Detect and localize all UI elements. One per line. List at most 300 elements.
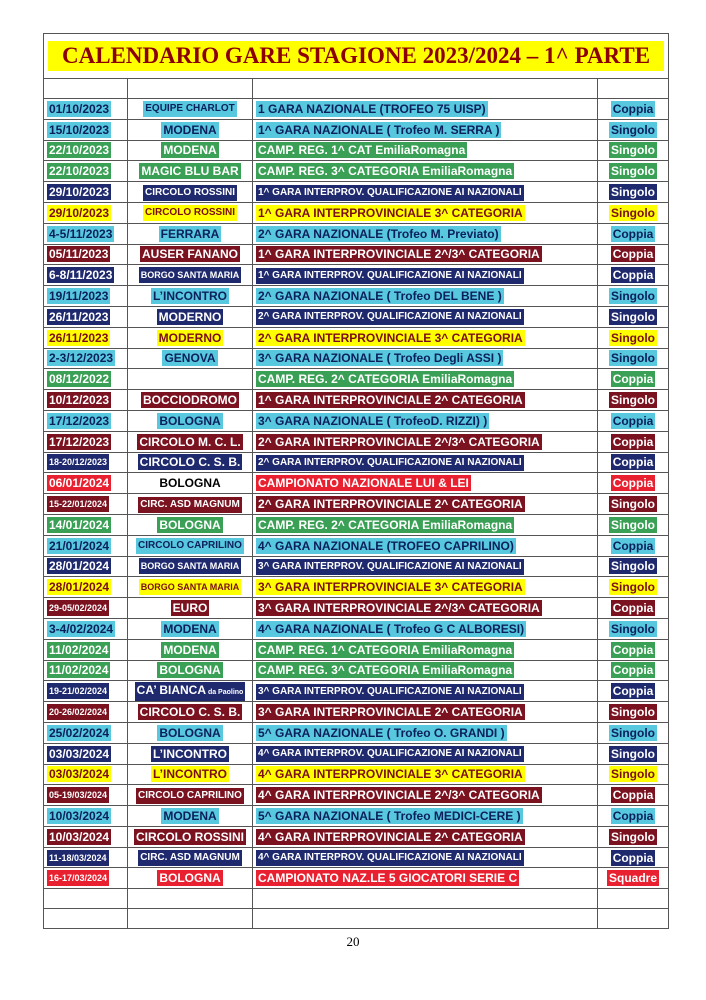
event-cell — [253, 639, 598, 660]
venue-cell — [128, 119, 253, 140]
table-row — [44, 618, 669, 639]
event-cell — [253, 99, 598, 120]
date-label: 29/10/2023 — [49, 205, 110, 220]
event-cell — [253, 431, 598, 452]
table-row — [44, 286, 669, 307]
event-label: 3^ GARA NAZIONALE ( Trofeo Degli ASSI ) — [258, 351, 502, 366]
date-label: 15/10/2023 — [49, 122, 110, 137]
venue-cell — [128, 702, 253, 723]
venue-cell — [128, 306, 253, 327]
venue-cell — [128, 598, 253, 619]
type-label: Singolo — [611, 164, 656, 179]
date-cell — [44, 452, 128, 473]
type-label: Coppia — [612, 538, 654, 553]
venue-cell — [128, 660, 253, 681]
event-cell — [253, 244, 598, 265]
table-row — [44, 806, 669, 827]
type-label: Coppia — [612, 642, 654, 657]
calendar-table — [43, 33, 669, 929]
event-cell — [253, 764, 598, 785]
event-label: 2^ GARA NAZIONALE (Trofeo M. Previato) — [258, 226, 499, 241]
type-label: Singolo — [611, 725, 656, 740]
venue-cell — [128, 618, 253, 639]
type-cell — [598, 681, 669, 702]
type-label: Singolo — [611, 330, 656, 345]
date-cell — [44, 660, 128, 681]
date-cell — [44, 577, 128, 598]
event-label: 2^ GARA INTERPROVINCIALE 2^ CATEGORIA — [258, 497, 523, 512]
venue-cell — [128, 639, 253, 660]
type-cell — [598, 452, 669, 473]
date-cell — [44, 764, 128, 785]
venue-label: CIRC. ASD MAGNUM — [138, 497, 242, 513]
type-label: Coppia — [612, 413, 654, 428]
venue-cell — [128, 785, 253, 806]
venue-cell — [128, 99, 253, 120]
table-row — [44, 161, 669, 182]
date-label: 05/11/2023 — [49, 247, 109, 262]
event-cell — [253, 722, 598, 743]
date-label: 10/03/2024 — [49, 829, 110, 844]
date-label: 29/10/2023 — [49, 185, 110, 200]
event-label: 2^ GARA INTERPROV. QUALIFICAZIONE AI NAZIONALI — [256, 455, 524, 471]
date-label: 14/01/2024 — [49, 517, 110, 532]
type-cell — [598, 390, 669, 411]
venue-cell — [128, 327, 253, 348]
event-cell — [253, 868, 598, 889]
date-label: 26/11/2023 — [49, 330, 109, 345]
event-cell — [253, 494, 598, 515]
type-label: Singolo — [611, 393, 656, 408]
event-label: 3^ GARA INTERPROV. QUALIFICAZIONE AI NAZIONALI — [256, 559, 524, 575]
venue-label: GENOVA — [164, 351, 216, 366]
date-label: 08/12/2022 — [49, 372, 110, 387]
event-label: CAMP. REG. 3^ CATEGORIA EmiliaRomagna — [258, 164, 513, 179]
date-cell — [44, 306, 128, 327]
empty-row — [44, 889, 669, 909]
type-cell — [598, 535, 669, 556]
date-cell — [44, 722, 128, 743]
event-label: 2^ GARA INTERPROVINCIALE 2^/3^ CATEGORIA — [258, 434, 540, 449]
venue-label: BOLOGNA — [159, 476, 221, 491]
venue-label: BORGO SANTA MARIA — [139, 579, 242, 595]
venue-cell — [128, 390, 253, 411]
table-row — [44, 369, 669, 390]
venue-label: BOCCIODROMO — [143, 393, 237, 408]
date-label: 17/12/2023 — [49, 413, 110, 428]
venue-label: MODERNO — [158, 330, 222, 345]
empty-row — [44, 909, 669, 929]
date-cell — [44, 514, 128, 535]
type-label: Squadre — [609, 871, 658, 886]
type-cell — [598, 286, 669, 307]
event-label: 1^ GARA INTERPROV. QUALIFICAZIONE AI NAZIONALI — [256, 268, 524, 284]
event-label: CAMP. REG. 3^ CATEGORIA EmiliaRomagna — [258, 663, 513, 678]
event-cell — [253, 223, 598, 244]
empty-cell — [598, 889, 669, 909]
venue-cell — [128, 452, 253, 473]
type-label: Singolo — [611, 767, 656, 782]
venue-label: L’INCONTRO — [153, 746, 227, 761]
event-label: 4^ GARA INTERPROVINCIALE 2^ CATEGORIA — [258, 829, 523, 844]
type-cell — [598, 639, 669, 660]
event-label: 1 GARA NAZIONALE (TROFEO 75 UISP) — [258, 101, 486, 116]
event-cell — [253, 410, 598, 431]
venue-cell — [128, 182, 253, 203]
event-cell — [253, 265, 598, 286]
date-label: 4-5/11/2023 — [49, 226, 113, 241]
event-cell — [253, 119, 598, 140]
event-label: CAMP. REG. 2^ CATEGORIA EmiliaRomagna — [258, 517, 513, 532]
table-row — [44, 722, 669, 743]
table-row — [44, 265, 669, 286]
table-row — [44, 826, 669, 847]
date-cell — [44, 494, 128, 515]
event-label: 1^ GARA NAZIONALE ( Trofeo M. SERRA ) — [258, 122, 500, 137]
table-row — [44, 868, 669, 889]
type-label: Singolo — [611, 517, 656, 532]
event-label: 1^ GARA INTERPROVINCIALE 3^ CATEGORIA — [258, 205, 523, 220]
date-cell — [44, 161, 128, 182]
event-label: CAMPIONATO NAZIONALE LUI & LEI — [258, 476, 469, 491]
type-label: Coppia — [612, 808, 654, 823]
title-cell — [44, 34, 669, 79]
venue-cell — [128, 847, 253, 868]
venue-label: BORGO SANTA MARIA — [139, 267, 242, 283]
date-label: 10/03/2024 — [49, 808, 110, 823]
event-cell — [253, 806, 598, 827]
venue-label: EQUIPE CHARLOT — [143, 101, 236, 117]
venue-label: BOLOGNA — [159, 517, 221, 532]
venue-cell — [128, 369, 253, 390]
venue-cell — [128, 161, 253, 182]
date-cell — [44, 140, 128, 161]
type-label: Singolo — [611, 185, 656, 200]
venue-cell — [128, 265, 253, 286]
date-label: 03/03/2024 — [49, 746, 110, 761]
date-cell — [44, 369, 128, 390]
venue-cell — [128, 202, 253, 223]
event-label: 2^ GARA INTERPROV. QUALIFICAZIONE AI NAZIONALI — [256, 309, 524, 325]
type-label: Singolo — [611, 621, 656, 636]
table-row — [44, 639, 669, 660]
event-cell — [253, 660, 598, 681]
date-cell — [44, 868, 128, 889]
type-cell — [598, 244, 669, 265]
date-label: 28/01/2024 — [49, 559, 110, 574]
type-cell — [598, 868, 669, 889]
type-label: Singolo — [611, 351, 656, 366]
event-cell — [253, 535, 598, 556]
table-row — [44, 681, 669, 702]
empty-cell — [253, 889, 598, 909]
date-label: 11/02/2024 — [49, 663, 109, 678]
venue-label: CIRCOLO C. S. B. — [139, 455, 241, 470]
event-label: 5^ GARA NAZIONALE ( Trofeo MEDICI-CERE ) — [258, 808, 521, 823]
type-label: Singolo — [611, 122, 656, 137]
table-row — [44, 327, 669, 348]
venue-cell — [128, 681, 253, 702]
empty-cell — [128, 889, 253, 909]
type-cell — [598, 306, 669, 327]
type-label: Singolo — [611, 559, 656, 574]
type-cell — [598, 431, 669, 452]
table-row — [44, 764, 669, 785]
type-cell — [598, 202, 669, 223]
event-cell — [253, 452, 598, 473]
event-cell — [253, 348, 598, 369]
venue-label: L’INCONTRO — [153, 289, 227, 304]
venue-cell — [128, 244, 253, 265]
type-cell — [598, 660, 669, 681]
type-cell — [598, 494, 669, 515]
type-label: Coppia — [612, 434, 654, 449]
event-label: 3^ GARA INTERPROVINCIALE 2^/3^ CATEGORIA — [258, 601, 540, 616]
date-label: 11/02/2024 — [49, 642, 109, 657]
date-cell — [44, 806, 128, 827]
type-label: Singolo — [611, 205, 656, 220]
date-cell — [44, 847, 128, 868]
date-cell — [44, 348, 128, 369]
date-cell — [44, 286, 128, 307]
type-cell — [598, 140, 669, 161]
date-label: 29-05/02/2024 — [47, 600, 109, 616]
table-row — [44, 452, 669, 473]
type-label: Coppia — [612, 247, 654, 262]
empty-cell — [44, 909, 128, 929]
table-row — [44, 119, 669, 140]
venue-cell — [128, 722, 253, 743]
venue-cell — [128, 868, 253, 889]
type-label: Coppia — [612, 455, 654, 470]
date-label: 11-18/03/2024 — [47, 850, 109, 866]
type-label: Coppia — [612, 372, 654, 387]
date-cell — [44, 598, 128, 619]
event-label: 1^ GARA INTERPROVINCIALE 2^ CATEGORIA — [258, 393, 523, 408]
event-cell — [253, 743, 598, 764]
venue-cell — [128, 223, 253, 244]
event-cell — [253, 161, 598, 182]
event-cell — [253, 514, 598, 535]
date-label: 6-8/11/2023 — [49, 268, 113, 283]
type-label: Singolo — [611, 580, 656, 595]
type-cell — [598, 702, 669, 723]
event-cell — [253, 140, 598, 161]
type-cell — [598, 785, 669, 806]
date-label: 10/12/2023 — [49, 393, 110, 408]
table-row — [44, 410, 669, 431]
title-row — [44, 34, 669, 79]
table-row — [44, 785, 669, 806]
event-label: 4^ GARA INTERPROVINCIALE 3^ CATEGORIA — [258, 767, 523, 782]
date-label: 15-22/01/2024 — [47, 496, 109, 512]
type-cell — [598, 806, 669, 827]
date-label: 28/01/2024 — [49, 580, 110, 595]
venue-label: BOLOGNA — [159, 725, 221, 740]
type-label: Singolo — [611, 143, 656, 158]
date-cell — [44, 618, 128, 639]
event-label: 3^ GARA INTERPROV. QUALIFICAZIONE AI NAZIONALI — [256, 684, 524, 700]
event-label: 1^ GARA INTERPROVINCIALE 2^/3^ CATEGORIA — [258, 247, 540, 262]
table-row — [44, 431, 669, 452]
type-cell — [598, 722, 669, 743]
venue-label: MODENA — [163, 122, 217, 137]
date-cell — [44, 410, 128, 431]
event-cell — [253, 306, 598, 327]
venue-label: L’INCONTRO — [153, 767, 227, 782]
venue-label: BOLOGNA — [159, 663, 221, 678]
date-label: 22/10/2023 — [49, 164, 110, 179]
date-label: 22/10/2023 — [49, 143, 110, 158]
table-row — [44, 244, 669, 265]
venue-label: MODENA — [163, 642, 217, 657]
type-label: Singolo — [611, 705, 656, 719]
type-label: Singolo — [611, 746, 656, 761]
date-label: 03/03/2024 — [49, 767, 110, 782]
venue-cell — [128, 286, 253, 307]
table-row — [44, 514, 669, 535]
venue-cell — [128, 410, 253, 431]
empty-cell — [128, 909, 253, 929]
event-label: CAMPIONATO NAZ.LE 5 GIOCATORI SERIE C — [258, 871, 518, 886]
type-label: Coppia — [612, 268, 654, 283]
event-cell — [253, 681, 598, 702]
table-row — [44, 99, 669, 120]
table-row — [44, 847, 669, 868]
event-label: 5^ GARA NAZIONALE ( Trofeo O. GRANDI ) — [258, 725, 505, 740]
date-label: 20-26/02/2024 — [47, 704, 109, 720]
table-row — [44, 577, 669, 598]
type-cell — [598, 410, 669, 431]
date-label: 18-20/12/2023 — [47, 454, 109, 470]
type-cell — [598, 618, 669, 639]
date-cell — [44, 702, 128, 723]
type-cell — [598, 223, 669, 244]
venue-cell — [128, 473, 253, 494]
event-label: 4^ GARA INTERPROV. QUALIFICAZIONE AI NAZIONALI — [256, 850, 524, 866]
venue-suffix: da Paolino — [206, 688, 244, 696]
table-row — [44, 223, 669, 244]
type-cell — [598, 182, 669, 203]
event-label: CAMP. REG. 1^ CAT EmiliaRomagna — [258, 143, 466, 158]
date-label: 05-19/03/2024 — [47, 787, 109, 803]
venue-cell — [128, 577, 253, 598]
venue-cell — [128, 535, 253, 556]
type-label: Coppia — [612, 850, 654, 865]
type-cell — [598, 764, 669, 785]
page-number: 20 — [346, 934, 360, 949]
date-cell — [44, 535, 128, 556]
type-cell — [598, 826, 669, 847]
date-cell — [44, 182, 128, 203]
event-label: 4^ GARA NAZIONALE (TROFEO CAPRILINO) — [258, 538, 514, 553]
venue-label: BOLOGNA — [159, 413, 221, 428]
empty-cell — [44, 889, 128, 909]
venue-label: CIRCOLO M. C. L. — [139, 434, 241, 449]
table-row — [44, 660, 669, 681]
event-cell — [253, 847, 598, 868]
date-label: 17/12/2023 — [49, 434, 110, 449]
table-row — [44, 348, 669, 369]
type-cell — [598, 119, 669, 140]
event-cell — [253, 702, 598, 723]
type-cell — [598, 473, 669, 494]
table-row — [44, 702, 669, 723]
venue-cell — [128, 348, 253, 369]
type-label: Coppia — [612, 788, 654, 803]
event-label: 3^ GARA INTERPROVINCIALE 3^ CATEGORIA — [258, 580, 523, 595]
date-label: 26/11/2023 — [49, 309, 109, 324]
event-label: 2^ GARA NAZIONALE ( Trofeo DEL BENE ) — [258, 289, 502, 304]
table-row — [44, 473, 669, 494]
date-cell — [44, 99, 128, 120]
event-label: 4^ GARA INTERPROVINCIALE 2^/3^ CATEGORIA — [258, 788, 540, 803]
venue-cell — [128, 743, 253, 764]
date-cell — [44, 473, 128, 494]
venue-cell — [128, 806, 253, 827]
type-cell — [598, 348, 669, 369]
type-label: Coppia — [612, 684, 654, 699]
date-cell — [44, 556, 128, 577]
type-cell — [598, 598, 669, 619]
date-cell — [44, 826, 128, 847]
date-cell — [44, 681, 128, 702]
venue-cell — [128, 764, 253, 785]
venue-label: CIRCOLO CAPRILINO — [136, 788, 244, 804]
type-cell — [598, 161, 669, 182]
venue-label: MODENA — [163, 621, 217, 636]
event-label: CAMP. REG. 2^ CATEGORIA EmiliaRomagna — [258, 372, 513, 387]
type-cell — [598, 514, 669, 535]
venue-cell — [128, 826, 253, 847]
type-cell — [598, 99, 669, 120]
date-cell — [44, 390, 128, 411]
spacer-row — [44, 79, 669, 99]
table-row — [44, 743, 669, 764]
date-cell — [44, 244, 128, 265]
venue-cell — [128, 556, 253, 577]
type-cell — [598, 743, 669, 764]
venue-label: BORGO SANTA MARIA — [139, 558, 242, 574]
type-cell — [598, 327, 669, 348]
date-label: 21/01/2024 — [49, 538, 110, 553]
venue-label: CIRCOLO ROSSINI — [143, 185, 237, 201]
date-label: 2-3/12/2023 — [49, 351, 114, 366]
date-cell — [44, 327, 128, 348]
event-label: 3^ GARA NAZIONALE ( TrofeoD. RIZZI) ) — [258, 413, 488, 428]
event-label: 1^ GARA INTERPROV. QUALIFICAZIONE AI NAZIONALI — [256, 185, 524, 201]
event-cell — [253, 390, 598, 411]
type-label: Coppia — [612, 663, 654, 678]
table-row — [44, 598, 669, 619]
event-cell — [253, 182, 598, 203]
table-row — [44, 556, 669, 577]
venue-label: FERRARA — [160, 226, 220, 241]
event-label: 4^ GARA INTERPROV. QUALIFICAZIONE AI NAZIONALI — [256, 746, 524, 762]
venue-label: CIRCOLO ROSSINI — [135, 829, 244, 844]
venue-label: MAGIC BLU BAR — [141, 164, 239, 179]
venue-label: MODENA — [163, 808, 217, 823]
venue-label: MODERNO — [158, 309, 222, 324]
event-cell — [253, 369, 598, 390]
date-cell — [44, 223, 128, 244]
page-title: CALENDARIO GARE STAGIONE 2023/2024 – 1^ PARTE — [48, 41, 664, 71]
venue-label: CA’ BIANCA — [136, 682, 206, 697]
type-label: Coppia — [612, 101, 654, 116]
venue-label: CIRCOLO C. S. B. — [139, 705, 241, 719]
date-label: 19-21/02/2024 — [47, 683, 109, 699]
date-label: 01/10/2023 — [49, 101, 110, 116]
